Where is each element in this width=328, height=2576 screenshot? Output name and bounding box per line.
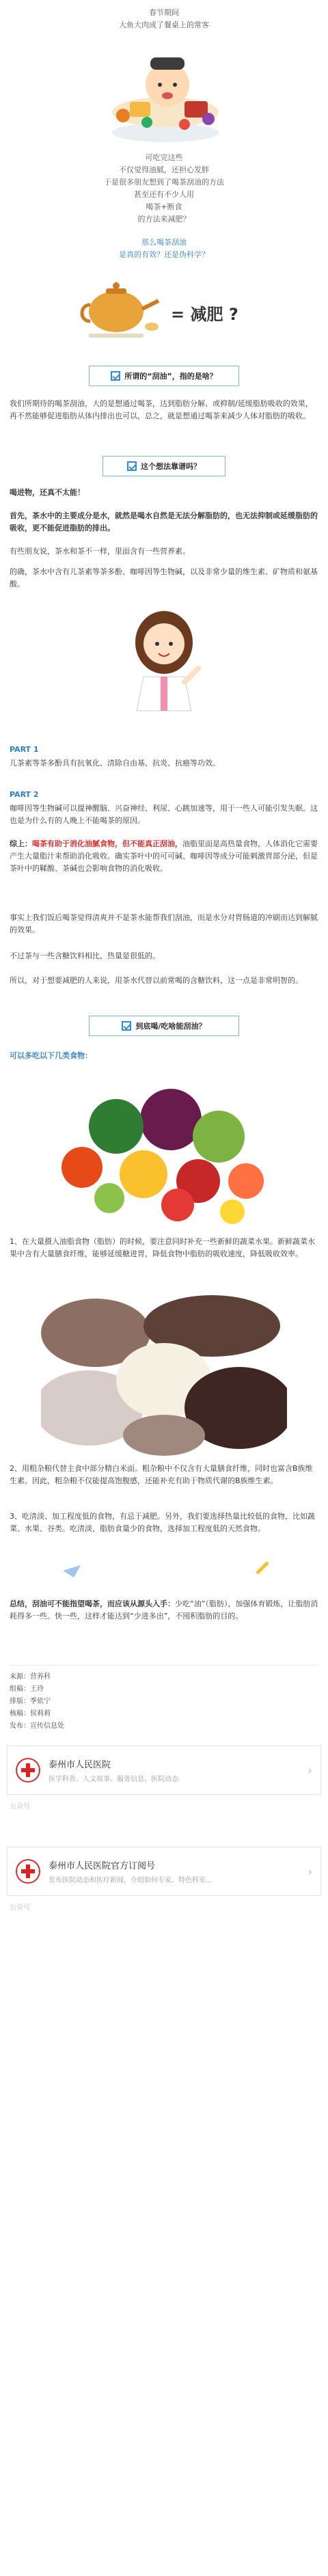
intro-line-1: 春节期间 xyxy=(149,8,179,17)
intro-after-1: 可吃完这些 xyxy=(145,153,183,162)
section3-heading xyxy=(89,1016,239,1036)
section1-body: 我们所期待的喝茶刮油，大的是想通过喝茶，达到脂肪分解、或抑制/延缓脂肪吸收的效果，再不然能够促进脂肪从体内排出也可以，总之，就是想通过喝茶来减少人体对脂肪的吸收。 xyxy=(10,399,313,420)
part2-p4: 不过茶与一些含糖饮料相比，热量是很低的。 xyxy=(10,951,160,960)
part2-text: 咖啡因等生物碱可以提神醒脑、兴奋神经、利尿、心跳加速等，用于一些人可能引发失眠。这也是为什么有的人晚上不能喝茶的原因。 xyxy=(10,804,318,825)
part2-title: PART 2 xyxy=(10,790,39,799)
part1-title: PART 1 xyxy=(10,745,39,754)
intro-after-2: 不仅觉得油腻，还担心发胖 xyxy=(119,165,209,174)
credit-row: 组稿：王玲 xyxy=(10,1685,44,1693)
account-card-subscription[interactable] xyxy=(7,1847,321,1896)
chevron-right-icon: › xyxy=(308,1865,312,1878)
section2-bold: 首先，茶水中的主要成分是水，就然是喝水自然是无法分解脂肪的，也无法抑制或延缓脂肪的吸收，更不能促进脂肪的排出。 xyxy=(10,511,318,532)
account-desc: 医学科普、人文故事、服务信息、医院动态 xyxy=(49,1776,178,1783)
intro-line-2: 大鱼大肉成了餐桌上的常客 xyxy=(119,21,209,29)
section2-title: 这个想法靠谱吗？ xyxy=(141,462,201,471)
question-line-2: 是真的有效？还是伪科学？ xyxy=(119,250,209,259)
part2-conclusion xyxy=(10,838,318,875)
intro-after-5: 喝茶+断食 xyxy=(146,202,182,211)
credit-row: 核稿：侯莉莉 xyxy=(10,1710,51,1718)
part2-p3: 事实上我们饭后喝茶觉得清爽并不是茶水能帮我们刮油，而是水分对胃肠道的冲刷而达到解腻的效果。 xyxy=(10,913,318,934)
section3-title: 到底喝/吃啥能刮油？ xyxy=(135,1022,206,1031)
section1-title: 所谓的“刮油”，指的是啥？ xyxy=(124,372,217,381)
conclusion-rest: 油脂里面是高热量食物，人体消化它需要产生大量脂汁来帮助消化吸收。确实茶叶中的可可碱、咖啡因等成分可能刺激胃部分泌，但是茶叶中的鞣酸、茶碱也会影响食物的消化吸收。 xyxy=(10,839,318,873)
banner-text: = 减肥 ? xyxy=(171,305,238,324)
account-name: 泰州市人民医院官方订阅号 xyxy=(49,1861,156,1871)
grains-image xyxy=(41,1292,287,1456)
pencil-icon xyxy=(254,1560,271,1576)
account-source: 公众号 xyxy=(10,1803,30,1811)
section2-p2: 的确，茶水中含有儿茶素等茶多酚、咖啡因等生物碱，以及非常少量的维生素、矿物质和氨基酸。 xyxy=(10,567,318,588)
account-desc: 发布医院动态和医疗新闻，介绍如何专家、特色科室... xyxy=(49,1877,213,1884)
part1-text: 儿茶素等茶多酚具有抗氧化、清除自由基、抗炎、抗癌等功效。 xyxy=(10,759,220,768)
section3-item2: 2、用粗杂粮代替主食中部分精白米面。粗杂粮中不仅含有大量膳食纤维，同时也富含B族维生素。因此，粗杂粮不仅能提高饱腹感，还能补充有助于物质代谢的B族维生素。 xyxy=(10,1464,313,1485)
intro-after-4: 甚至还有不少人用 xyxy=(134,190,194,199)
vegetables-image xyxy=(41,1072,287,1229)
intro-after-6: 的方法来减肥？ xyxy=(137,215,191,223)
credit-row: 发布：宣传信息处 xyxy=(10,1722,64,1730)
section2-lead: 喝进物，还真不太能！ xyxy=(10,488,85,497)
hospital-logo-icon xyxy=(16,1859,40,1884)
section3-sub: 可以多吃以下几类食物： xyxy=(10,1051,92,1060)
section3-item1: 1、在大量摄入油脂食物（脂肪）的时候，要注意同时补充一些新鲜的蔬菜水果。新鲜蔬菜水果中含有大量膳食纤维，能够延缓糖进胃，降低食物中脂肪的吸收速度，降低吸收效率。 xyxy=(10,1237,315,1258)
section2-p1: 有些朋友说，茶水和茶不一样，里面含有一些营养素。 xyxy=(10,547,190,556)
eating-illustration xyxy=(102,30,226,146)
check-icon xyxy=(122,1021,131,1031)
conclusion-lead: 综上： xyxy=(10,839,32,848)
credit-row: 来源：营养科 xyxy=(10,1673,51,1681)
summary-lead: 总结，刮油可不能指望喝茶，而应该从源头入手： xyxy=(10,1599,175,1608)
section1-heading xyxy=(89,366,239,386)
account-card-hospital[interactable] xyxy=(7,1746,321,1795)
account-name: 泰州市人民医院 xyxy=(49,1760,111,1770)
doctor-illustration xyxy=(123,601,205,718)
question-line-1: 那么喝茶刮油 xyxy=(141,238,187,247)
hospital-logo-icon xyxy=(16,1758,40,1782)
conclusion-red: 喝茶有助于消化油腻食物，但不能真正刮油， xyxy=(32,839,182,848)
section3-item3: 3、吃清淡、加工程度低的食物，有忌于减肥。另外，我们要选择热量比较低的食物，比如蔬菜、水果、谷类。吃清淡、脂肪食量少的食物，选择加工程度低的天然食物。 xyxy=(10,1512,315,1533)
chevron-right-icon: › xyxy=(308,1763,312,1777)
section2-heading xyxy=(102,456,226,476)
check-icon xyxy=(127,461,137,471)
summary-rest: 少吃“油”（脂肪），加强体育锻炼，让脂肪消耗得多一些。快一些，这样才能达到“少进多出”，不囤积脂肪的目的。 xyxy=(10,1599,318,1621)
credit-row: 排版：季依宁 xyxy=(10,1698,51,1705)
check-icon xyxy=(111,371,120,381)
paper-plane-icon xyxy=(62,1562,82,1579)
intro-after-3: 于是很多朋友想到了喝茶刮油的方法 xyxy=(104,178,224,187)
credits xyxy=(10,1665,318,1733)
account-source: 公众号 xyxy=(10,1904,30,1912)
summary xyxy=(10,1598,318,1623)
part2-p5: 所以，对于想要减肥的人来说，用茶水代替以前常喝的含糖饮料，这一点是非常明智的。 xyxy=(10,976,303,985)
